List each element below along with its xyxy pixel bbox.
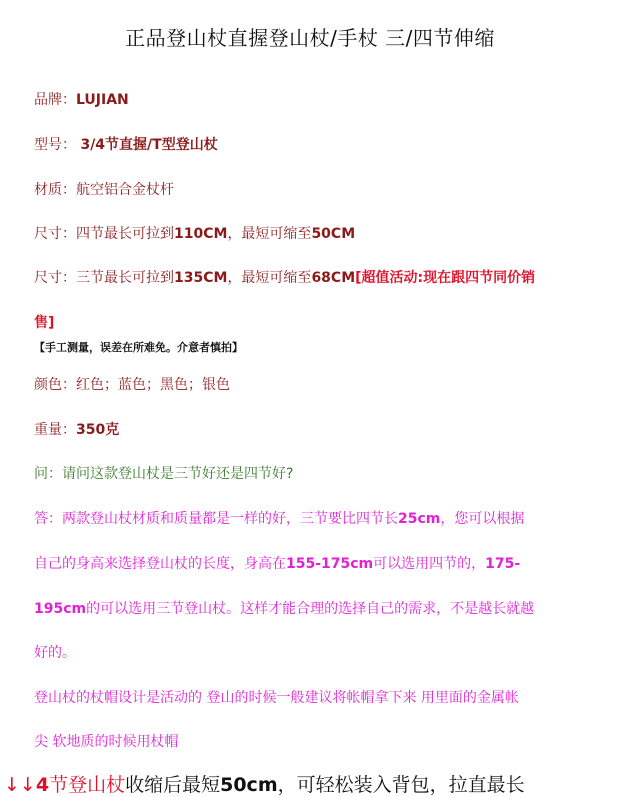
size1-text-a: 四节最长可拉到: [76, 226, 174, 242]
spec-model: [34, 134, 218, 154]
page-title: 正品登山杖直握登山杖/手杖 三/四节伸缩: [125, 26, 495, 50]
answer-2d: 175-: [485, 556, 521, 572]
answer-1c: ，您可以根据: [440, 511, 525, 527]
footer-length: 50cm: [220, 774, 278, 796]
size1-max: 110CM: [174, 226, 228, 242]
faq-answer-line-4: 好的。: [34, 645, 76, 661]
spec-size-three: [34, 267, 535, 287]
size2-label: 尺寸：: [34, 270, 76, 286]
spec-material: [34, 179, 174, 199]
material-value: 航空铝合金杖杆: [76, 182, 174, 198]
faq-answer-line-1: [34, 508, 524, 528]
measurement-note: 【手工测量，误差在所难免。介意者慎拍】: [34, 341, 243, 354]
model-value: 3/4节直握/T型登山杖: [80, 137, 218, 153]
color-value: 红色；蓝色；黑色；银色: [76, 377, 230, 393]
answer-2c: 可以选用四节的，: [373, 556, 486, 572]
answer-3a: 195cm: [34, 601, 87, 617]
size2-text-c: ，最短可缩至: [227, 270, 312, 286]
footer-text-a: 收缩后最短: [125, 774, 221, 796]
answer-2b: 155-175cm: [286, 556, 374, 572]
spec-colors: [34, 374, 230, 394]
footer-count: 4: [35, 774, 50, 796]
spec-weight: [34, 419, 119, 439]
size1-min: 50CM: [311, 226, 356, 242]
brand-label: 品牌：: [34, 92, 76, 108]
size2-max: 135CM: [174, 270, 228, 286]
weight-value: 350克: [76, 422, 120, 438]
size2-min: 68CM: [311, 270, 356, 286]
size2-text-a: 三节最长可拉到: [76, 270, 174, 286]
size2-promo-end: 售]: [34, 315, 55, 331]
footer-text-c: ，可轻松装入背包，拉直最长: [277, 774, 525, 796]
answer-2a: 自己的身高来选择登山杖的长度，身高在: [34, 556, 286, 572]
brand-value: LUJIAN: [76, 92, 129, 108]
spec-size-four: [34, 223, 355, 243]
down-arrows-icon: ↓↓: [4, 774, 36, 796]
faq-question: 问：请问这款登山杖是三节好还是四节好?: [34, 466, 294, 482]
footer-product: 节登山杖: [49, 774, 126, 796]
cap-note-line-1: 登山杖的杖帽设计是活动的 登山的时候一般建议将帐帽拿下来 用里面的金属帐: [34, 690, 519, 706]
answer-1b: 25cm: [398, 511, 441, 527]
size1-text-c: ，最短可缩至: [227, 226, 312, 242]
footer-banner: [4, 770, 525, 797]
spec-size-three-promo-cont: [34, 312, 54, 332]
size1-label: 尺寸：: [34, 226, 76, 242]
weight-label: 重量：: [34, 422, 76, 438]
faq-answer-line-3: [34, 598, 534, 618]
material-label: 材质：: [34, 182, 76, 198]
size2-promo: [超值活动:现在跟四节同价销: [355, 270, 536, 286]
model-label: 型号：: [34, 137, 76, 153]
answer-3b: 的可以选用三节登山杖。这样才能合理的选择自己的需求，不是越长就越: [86, 601, 535, 617]
cap-note-line-2: 尖 软地质的时候用杖帽: [34, 734, 179, 750]
spec-brand: [34, 89, 129, 109]
answer-1a: 答：两款登山杖材质和质量都是一样的好，三节要比四节长: [34, 511, 398, 527]
color-label: 颜色：: [34, 377, 76, 393]
faq-answer-line-2: [34, 553, 520, 573]
